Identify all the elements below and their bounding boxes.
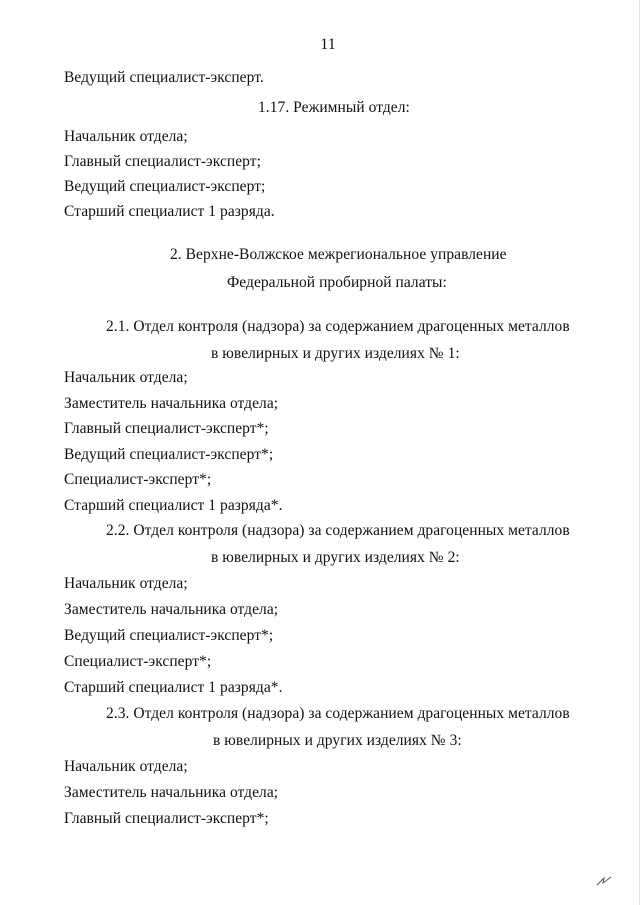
text-line: Старший специалист 1 разряда*. xyxy=(64,679,283,696)
text-line: Ведущий специалист-эксперт; xyxy=(64,178,266,195)
text-line: Ведущий специалист-эксперт*; xyxy=(64,627,274,644)
text-line: Ведущий специалист-эксперт. xyxy=(64,69,264,86)
text-line: Начальник отдела; xyxy=(64,758,188,775)
pen-mark-icon xyxy=(595,875,613,887)
subsection-heading: в ювелирных и других изделиях № 3: xyxy=(213,732,462,749)
subsection-heading: в ювелирных и других изделиях № 1: xyxy=(211,345,460,362)
page-number: 11 xyxy=(320,36,336,53)
text-line: Ведущий специалист-эксперт*; xyxy=(64,446,274,463)
scan-artifact: · · · xyxy=(539,876,581,885)
section-heading: 2. Верхне-Волжское межрегиональное управление xyxy=(170,246,507,263)
text-line: Заместитель начальника отдела; xyxy=(64,784,279,801)
text-line: Начальник отдела; xyxy=(64,575,188,592)
section-heading: 1.17. Режимный отдел: xyxy=(258,99,410,116)
text-line: Старший специалист 1 разряда. xyxy=(64,203,275,220)
text-line: Начальник отдела; xyxy=(64,128,188,145)
section-heading: Федеральной пробирной палаты: xyxy=(227,274,447,291)
subsection-heading: в ювелирных и других изделиях № 2: xyxy=(211,549,460,566)
text-line: Специалист-эксперт*; xyxy=(64,471,212,488)
subsection-heading: 2.1. Отдел контроля (надзора) за содержанием драгоценных металлов xyxy=(106,318,570,335)
text-line: Главный специалист-эксперт*; xyxy=(64,420,269,437)
text-line: Заместитель начальника отдела; xyxy=(64,601,279,618)
subsection-heading: 2.2. Отдел контроля (надзора) за содержанием драгоценных металлов xyxy=(106,522,570,539)
text-line: Старший специалист 1 разряда*. xyxy=(64,497,283,514)
text-line: Главный специалист-эксперт; xyxy=(64,153,261,170)
text-line: Специалист-эксперт*; xyxy=(64,653,212,670)
text-line: Главный специалист-эксперт*; xyxy=(64,810,269,827)
subsection-heading: 2.3. Отдел контроля (надзора) за содержанием драгоценных металлов xyxy=(106,705,570,722)
text-line: Начальник отдела; xyxy=(64,369,188,386)
text-line: Заместитель начальника отдела; xyxy=(64,395,279,412)
